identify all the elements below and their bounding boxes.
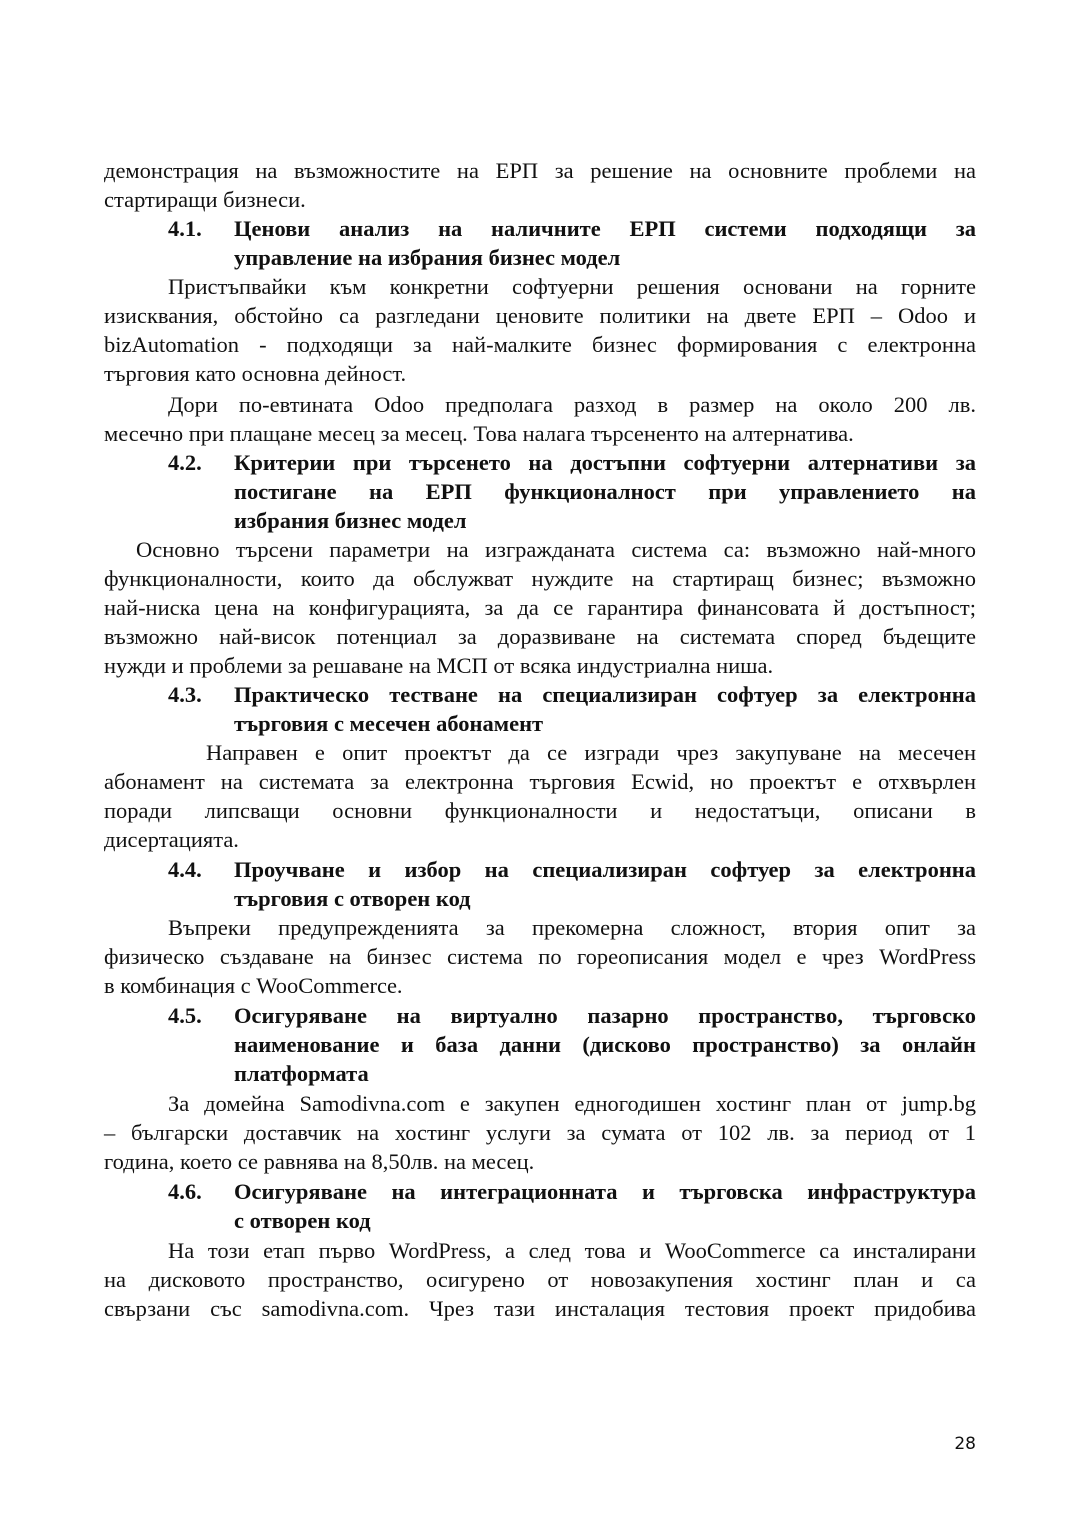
section-title: постигане на ЕРП функционалност при управлението на xyxy=(234,479,976,504)
section-title: Проучване и избор на специализиран софтуер за електронна xyxy=(234,857,976,882)
paragraph-line: поради липсващи основни функционалности и недостатъци, описани в xyxy=(104,798,976,823)
paragraph-line: месечно при плащане месец за месец. Това налага търсененто на алтернатива. xyxy=(104,421,854,446)
paragraph-line: изисквания, обстойно са разгледани ценовите политики на двете ЕРП – Odoo и xyxy=(104,303,976,328)
section-title: с отворен код xyxy=(234,1208,371,1233)
paragraph-line: Основно търсени параметри на изгражданата система са: възможно най-много xyxy=(136,537,976,562)
paragraph-line: Пристъпвайки към конкретни софтуерни решения основани на горните xyxy=(168,274,976,299)
section-title: Практическо тестване на специализиран софтуер за електронна xyxy=(234,682,976,707)
paragraph-line: в комбинация с WooCommerce. xyxy=(104,973,403,998)
paragraph-line: На този етап първо WordPress, а след това и WooCommerce са инсталирани xyxy=(168,1238,976,1263)
page-number: 28 xyxy=(954,1434,976,1454)
section-number: 4.4. xyxy=(168,857,202,882)
paragraph-line: Дори по-евтината Odoo предполага разход в размер на около 200 лв. xyxy=(168,392,976,417)
paragraph-line: абонамент на системата за електронна търговия Ecwid, но проектът е отхвърлен xyxy=(104,769,976,794)
section-title: платформата xyxy=(234,1061,369,1086)
section-number: 4.6. xyxy=(168,1179,202,1204)
paragraph-line: дисертацията. xyxy=(104,827,239,852)
paragraph-line: – български доставчик на хостинг услуги за сумата от 102 лв. за период от 1 xyxy=(104,1120,976,1145)
section-title: Осигуряване на виртуално пазарно пространство, търговско xyxy=(234,1003,976,1028)
paragraph-line: година, което се равнява на 8,50лв. на месец. xyxy=(104,1149,535,1174)
section-title: търговия с месечен абонамент xyxy=(234,711,544,736)
section-number: 4.5. xyxy=(168,1003,202,1028)
paragraph-line: нужди и проблеми за решаване на МСП от всяка индустриална ниша. xyxy=(104,653,774,678)
paragraph-line: bizAutomation - подходящи за най-малките бизнес формирования с електронна xyxy=(104,332,976,357)
section-title: управление на избрания бизнес модел xyxy=(234,245,621,270)
paragraph-line: функционалности, които да обслужват нуждите на стартиращ бизнес; възможно xyxy=(104,566,976,591)
section-title: Ценови анализ на наличните ЕРП системи подходящи за xyxy=(234,216,976,241)
section-title: избрания бизнес модел xyxy=(234,508,467,533)
section-title: търговия с отворен код xyxy=(234,886,471,911)
section-number: 4.3. xyxy=(168,682,202,707)
paragraph-line: физическо създаване на бинзес система по гореописания модел е чрез WordPress xyxy=(104,944,976,969)
section-title: наименование и база данни (дисково пространство) за онлайн xyxy=(234,1032,976,1057)
section-title: Осигуряване на интеграционната и търговска инфраструктура xyxy=(234,1179,976,1204)
paragraph-line: Направен е опит проектът да се изгради чрез закупуване на месечен xyxy=(206,740,976,765)
paragraph-line: свързани със samodivna.com. Чрез тази инсталация тестовия проект придобива xyxy=(104,1296,976,1321)
paragraph-line: най-ниска цена на конфигурацията, за да се гарантира финансовата й достъпност; xyxy=(104,595,976,620)
paragraph-line: търговия като основна дейност. xyxy=(104,361,407,386)
paragraph-line: Въпреки предупрежденията за прекомерна сложност, втория опит за xyxy=(168,915,976,940)
section-number: 4.2. xyxy=(168,450,202,475)
paragraph-line: възможно най-висок потенциал за доразвиване на системата според бъдещите xyxy=(104,624,976,649)
section-title: Критерии при търсенето на достъпни софтуерни алтернативи за xyxy=(234,450,976,475)
section-number: 4.1. xyxy=(168,216,202,241)
paragraph-line: За домейна Samodivna.com е закупен едногодишен хостинг план от jump.bg xyxy=(168,1091,976,1116)
paragraph-line: на дисковото пространство, осигурено от новозакупения хостинг план и са xyxy=(104,1267,976,1292)
paragraph-line: демонстрация на възможностите на ЕРП за решение на основните проблеми на xyxy=(104,158,976,183)
paragraph-line: стартиращи бизнеси. xyxy=(104,187,306,212)
